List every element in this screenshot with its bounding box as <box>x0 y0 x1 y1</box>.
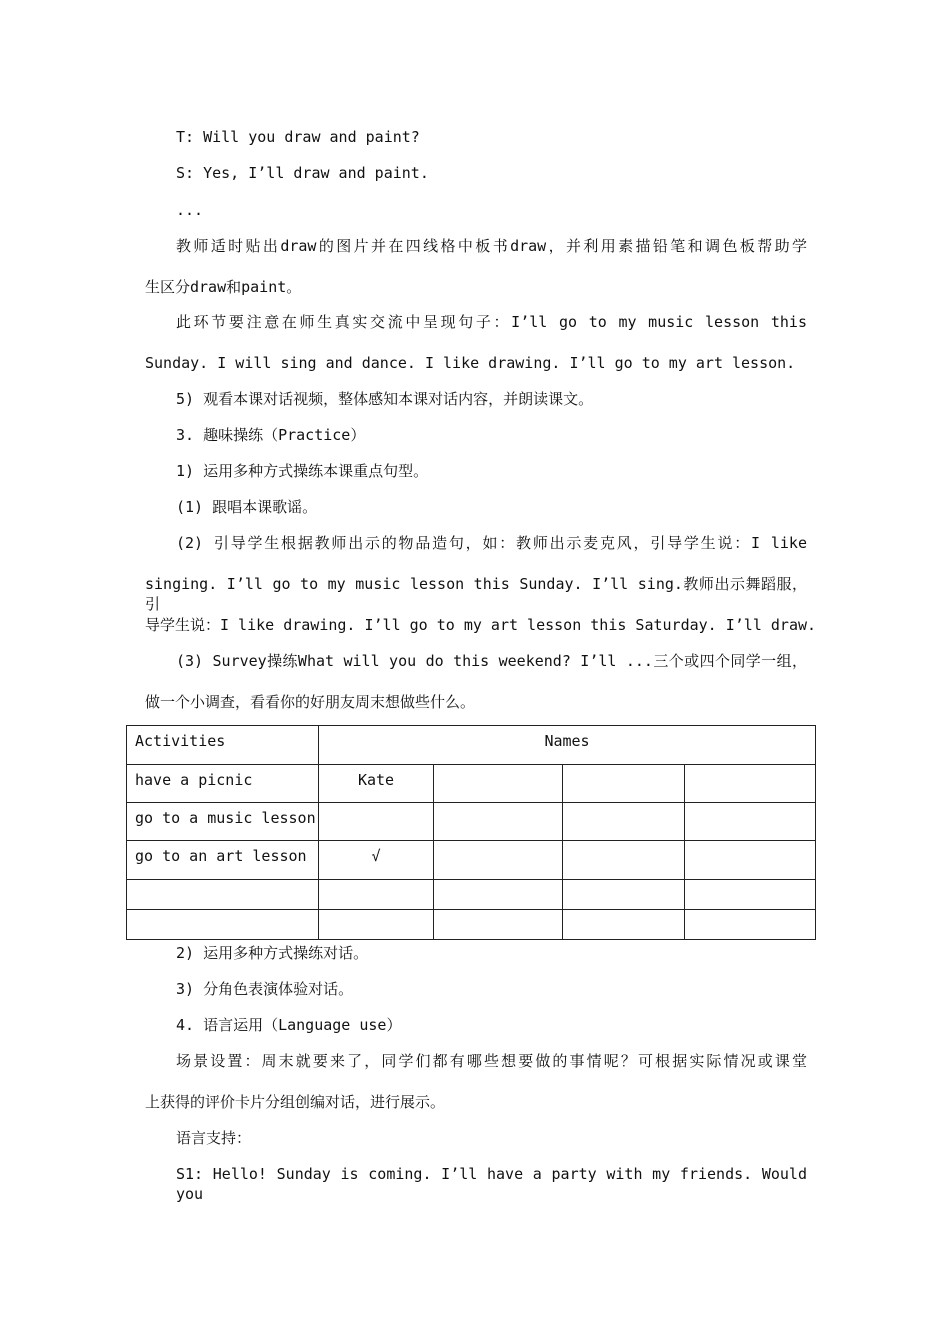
step-line: (1) 跟唱本课歌谣。 <box>176 498 318 516</box>
name-cell <box>434 841 563 880</box>
dialogue-line-teacher: T: Will you draw and paint? <box>176 128 420 146</box>
name-cell <box>319 803 434 841</box>
activity-cell: go to an art lesson <box>127 841 319 880</box>
name-cell <box>434 910 563 940</box>
name-cell <box>563 765 685 803</box>
paragraph-line: 教师适时贴出draw的图片并在四线格中板书draw，并利用素描铅笔和调色板帮助学 <box>176 237 807 255</box>
paragraph-line: (3) Survey操练What will you do this weekend? I’ll ...三个或四个同学一组， <box>176 652 807 670</box>
name-cell <box>685 803 816 841</box>
section-label: 语言支持： <box>176 1129 252 1147</box>
section-heading: 4. 语言运用（Language use） <box>176 1016 402 1034</box>
table-row <box>127 841 816 880</box>
paragraph-line: 场景设置：周末就要来了，同学们都有哪些想要做的事情呢？可根据实际情况或课堂 <box>176 1052 807 1070</box>
table-row <box>127 765 816 803</box>
name-cell <box>563 880 685 910</box>
name-cell <box>563 910 685 940</box>
name-cell <box>685 880 816 910</box>
survey-table <box>126 725 816 940</box>
paragraph-line: 做一个小调查，看看你的好朋友周末想做些什么。 <box>145 693 476 711</box>
name-cell <box>319 910 434 940</box>
name-cell <box>319 880 434 910</box>
name-cell: Kate <box>319 765 434 803</box>
header-activities: Activities <box>127 726 319 765</box>
step-line: 5) 观看本课对话视频，整体感知本课对话内容，并朗读课文。 <box>176 390 594 408</box>
name-cell <box>434 765 563 803</box>
table-row <box>127 803 816 841</box>
name-cell <box>563 841 685 880</box>
ellipsis-line: ... <box>176 201 204 219</box>
paragraph-line: 导学生说：I like drawing. I’ll go to my art lesson this Saturday. I’ll draw. <box>145 616 817 634</box>
paragraph-line: singing. I’ll go to my music lesson this Sunday. I’ll sing.教师出示舞蹈服，引 <box>145 575 807 613</box>
table-header-row <box>127 726 816 765</box>
name-cell <box>434 803 563 841</box>
name-cell <box>685 910 816 940</box>
check-mark-cell: √ <box>319 841 434 880</box>
header-names: Names <box>319 726 816 765</box>
paragraph-line: 此环节要注意在师生真实交流中呈现句子：I’ll go to my music lesson this <box>176 313 807 331</box>
section-heading: 3. 趣味操练（Practice） <box>176 426 366 444</box>
activity-cell <box>127 880 319 910</box>
step-line: 1) 运用多种方式操练本课重点句型。 <box>176 462 429 480</box>
dialogue-line-student: S: Yes, I’ll draw and paint. <box>176 164 429 182</box>
name-cell <box>685 765 816 803</box>
activity-cell: have a picnic <box>127 765 319 803</box>
name-cell <box>563 803 685 841</box>
name-cell <box>434 880 563 910</box>
table-row <box>127 880 816 910</box>
activity-cell: go to a music lesson <box>127 803 319 841</box>
step-line: 3) 分角色表演体验对话。 <box>176 980 354 998</box>
paragraph-line: 上获得的评价卡片分组创编对话，进行展示。 <box>145 1093 446 1111</box>
paragraph-line: 生区分draw和paint。 <box>145 278 302 296</box>
step-line: 2) 运用多种方式操练对话。 <box>176 944 369 962</box>
name-cell <box>685 841 816 880</box>
paragraph-line: Sunday. I will sing and dance. I like drawing. I’ll go to my art lesson. <box>145 354 796 372</box>
paragraph-line: (2) 引导学生根据教师出示的物品造句，如：教师出示麦克风，引导学生说：I like <box>176 534 807 552</box>
dialogue-line-s1: S1: Hello! Sunday is coming. I’ll have a party with my friends. Would you <box>176 1165 807 1203</box>
table-row <box>127 910 816 940</box>
activity-cell <box>127 910 319 940</box>
